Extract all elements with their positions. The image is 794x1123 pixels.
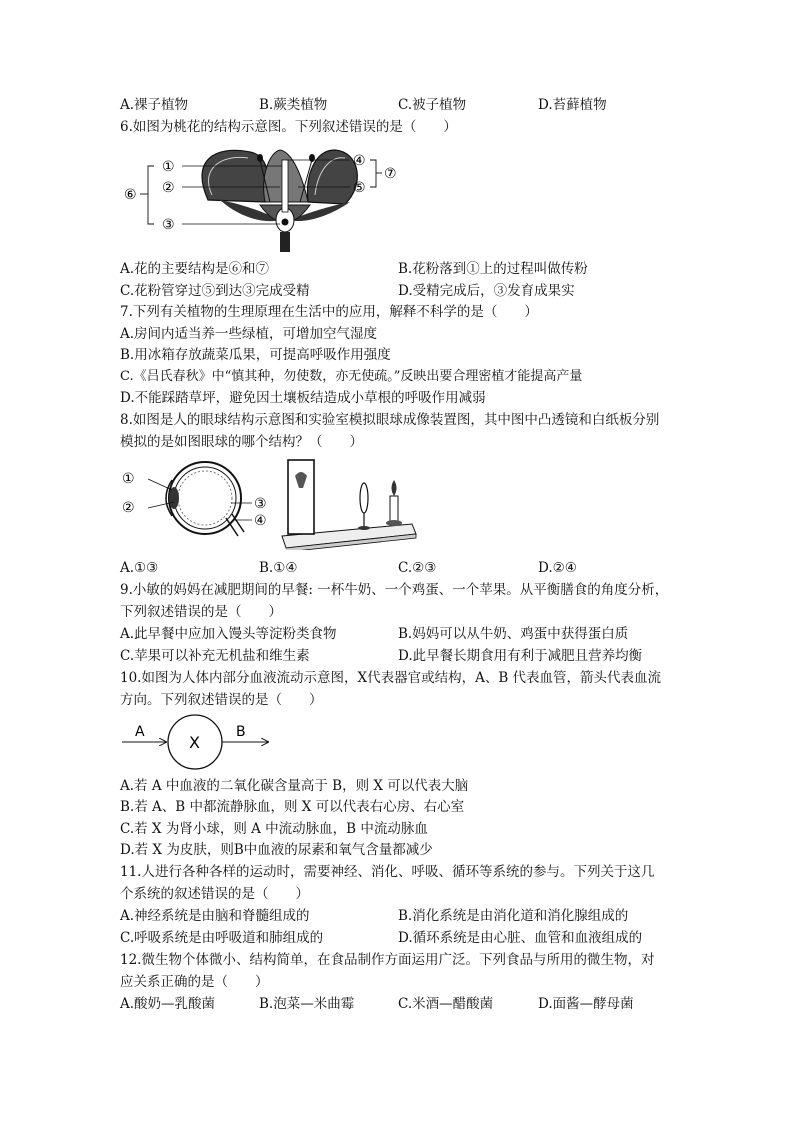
q5-option-d: D.苔藓植物 bbox=[538, 97, 607, 113]
eye-and-lens-apparatus-diagram bbox=[120, 458, 420, 550]
q9-option-a: A.此早餐中应加入馒头等淀粉类食物 bbox=[120, 626, 337, 642]
q7-stem: 7.下列有关植物的生理原理在生活中的应用，解释不科学的是（ ） bbox=[120, 304, 538, 320]
q12-option-a: A.酸奶—乳酸菌 bbox=[120, 996, 216, 1012]
q7-option-c: C.《吕氏春秋》中“慎其种，勿使数，亦无使疏。”反映出要合理密植才能提高产量 bbox=[120, 369, 583, 384]
q8-stem-line2: 模拟的是如图眼球的哪个结构？（ ） bbox=[120, 434, 363, 450]
organ-x-label: X bbox=[189, 733, 200, 752]
label-2: ② bbox=[162, 180, 175, 196]
q9-option-c: C.苹果可以补充无机盐和维生素 bbox=[120, 648, 310, 664]
q11-stem-line1: 11.人进行各种各样的运动时，需要神经、消化、呼吸、循环等系统的参与。下列关于这几 bbox=[120, 864, 655, 880]
label-5: ⑤ bbox=[353, 180, 366, 196]
q8-option-b: B.①④ bbox=[259, 560, 298, 576]
label-1: ① bbox=[162, 159, 175, 175]
label-4: ④ bbox=[353, 153, 366, 169]
q6-option-a: A.花的主要结构是⑥和⑦ bbox=[120, 261, 270, 277]
eye-label-3: ③ bbox=[254, 496, 267, 512]
q12-option-b: B.泡菜—米曲霉 bbox=[259, 996, 355, 1012]
q10-option-a: A.若 A 中血液的二氧化碳含量高于 B，则 X 可以代表大脑 bbox=[120, 778, 469, 794]
q6-option-d: D.受精完成后，③发育成果实 bbox=[398, 283, 575, 299]
eye-label-2: ② bbox=[122, 500, 135, 516]
q10-option-b: B.若 A、B 中都流静脉血，则 X 可以代表右心房、右心室 bbox=[120, 799, 465, 815]
q10-option-d: D.若 X 为皮肤，则B中血液的尿素和氧气含量都减少 bbox=[120, 842, 433, 858]
q11-stem-line2: 个系统的叙述错误的是（ ） bbox=[120, 886, 309, 902]
q12-stem-line2: 应关系正确的是（ ） bbox=[120, 974, 269, 990]
q5-option-c: C.被子植物 bbox=[398, 97, 467, 113]
vessel-b-label: B bbox=[236, 724, 246, 740]
q8-option-d: D.②④ bbox=[538, 560, 577, 576]
q11-option-c: C.呼吸系统是由呼吸道和肺组成的 bbox=[120, 930, 324, 946]
q11-option-b: B.消化系统是由消化道和消化腺组成的 bbox=[398, 908, 629, 924]
q9-option-b: B.妈妈可以从牛奶、鸡蛋中获得蛋白质 bbox=[398, 626, 629, 642]
q11-option-a: A.神经系统是由脑和脊髓组成的 bbox=[120, 908, 310, 924]
q6-option-b: B.花粉落到①上的过程叫做传粉 bbox=[398, 261, 588, 277]
label-3: ③ bbox=[162, 217, 175, 233]
q9-option-d: D.此早餐长期食用有利于减肥且营养均衡 bbox=[398, 648, 643, 664]
q11-option-d: D.循环系统是由心脏、血管和血液组成的 bbox=[398, 930, 643, 946]
eye-label-4: ④ bbox=[254, 513, 267, 529]
q8-stem-line1: 8.如图是人的眼球结构示意图和实验室模拟眼球成像装置图，其中图中凸透镜和白纸板分别 bbox=[120, 412, 660, 428]
label-6: ⑥ bbox=[124, 187, 137, 203]
q7-option-a: A.房间内适当养一些绿植，可增加空气湿度 bbox=[120, 326, 378, 342]
q9-stem-line2: 下列叙述错误的是（ ） bbox=[120, 604, 282, 620]
q12-option-d: D.面酱—酵母菌 bbox=[538, 996, 634, 1012]
q8-option-c: C.②③ bbox=[398, 560, 437, 576]
q7-option-d: D.不能踩踏草坪，避免因土壤板结造成小草根的呼吸作用减弱 bbox=[120, 390, 486, 406]
q10-stem-line1: 10.如图为人体内部分血液流动示意图，X代表器官或结构，A、B 代表血管，箭头代表血流 bbox=[120, 670, 662, 686]
eye-label-1: ① bbox=[122, 471, 135, 487]
q7-option-b: B.用冰箱存放蔬菜瓜果，可提高呼吸作用强度 bbox=[120, 347, 391, 363]
vessel-a-label: A bbox=[135, 724, 145, 740]
q12-stem-line1: 12.微生物个体微小、结构简单，在食品制作方面运用广泛。下列食品与所用的微生物，对 bbox=[120, 952, 655, 968]
peach-flower-diagram bbox=[120, 140, 420, 255]
label-7: ⑦ bbox=[384, 166, 397, 182]
q6-stem: 6.如图为桃花的结构示意图。下列叙述错误的是（ ） bbox=[120, 119, 457, 135]
q12-option-c: C.米酒—醋酸菌 bbox=[398, 996, 494, 1012]
q10-stem-line2: 方向。下列叙述错误的是（ ） bbox=[120, 692, 323, 708]
q5-option-a: A.裸子植物 bbox=[120, 97, 189, 113]
q5-option-b: B.蕨类植物 bbox=[259, 97, 328, 113]
q8-option-a: A.①③ bbox=[120, 560, 159, 576]
q9-stem-line1: 9.小敏的妈妈在减肥期间的早餐: 一杯牛奶、一个鸡蛋、一个苹果。从平衡膳食的角度分析， bbox=[120, 582, 669, 598]
blood-flow-diagram bbox=[120, 712, 280, 772]
q10-option-c: C.若 X 为肾小球，则 A 中流动脉血，B 中流动脉血 bbox=[120, 821, 428, 837]
q6-option-c: C.花粉管穿过⑤到达③完成受精 bbox=[120, 283, 310, 299]
